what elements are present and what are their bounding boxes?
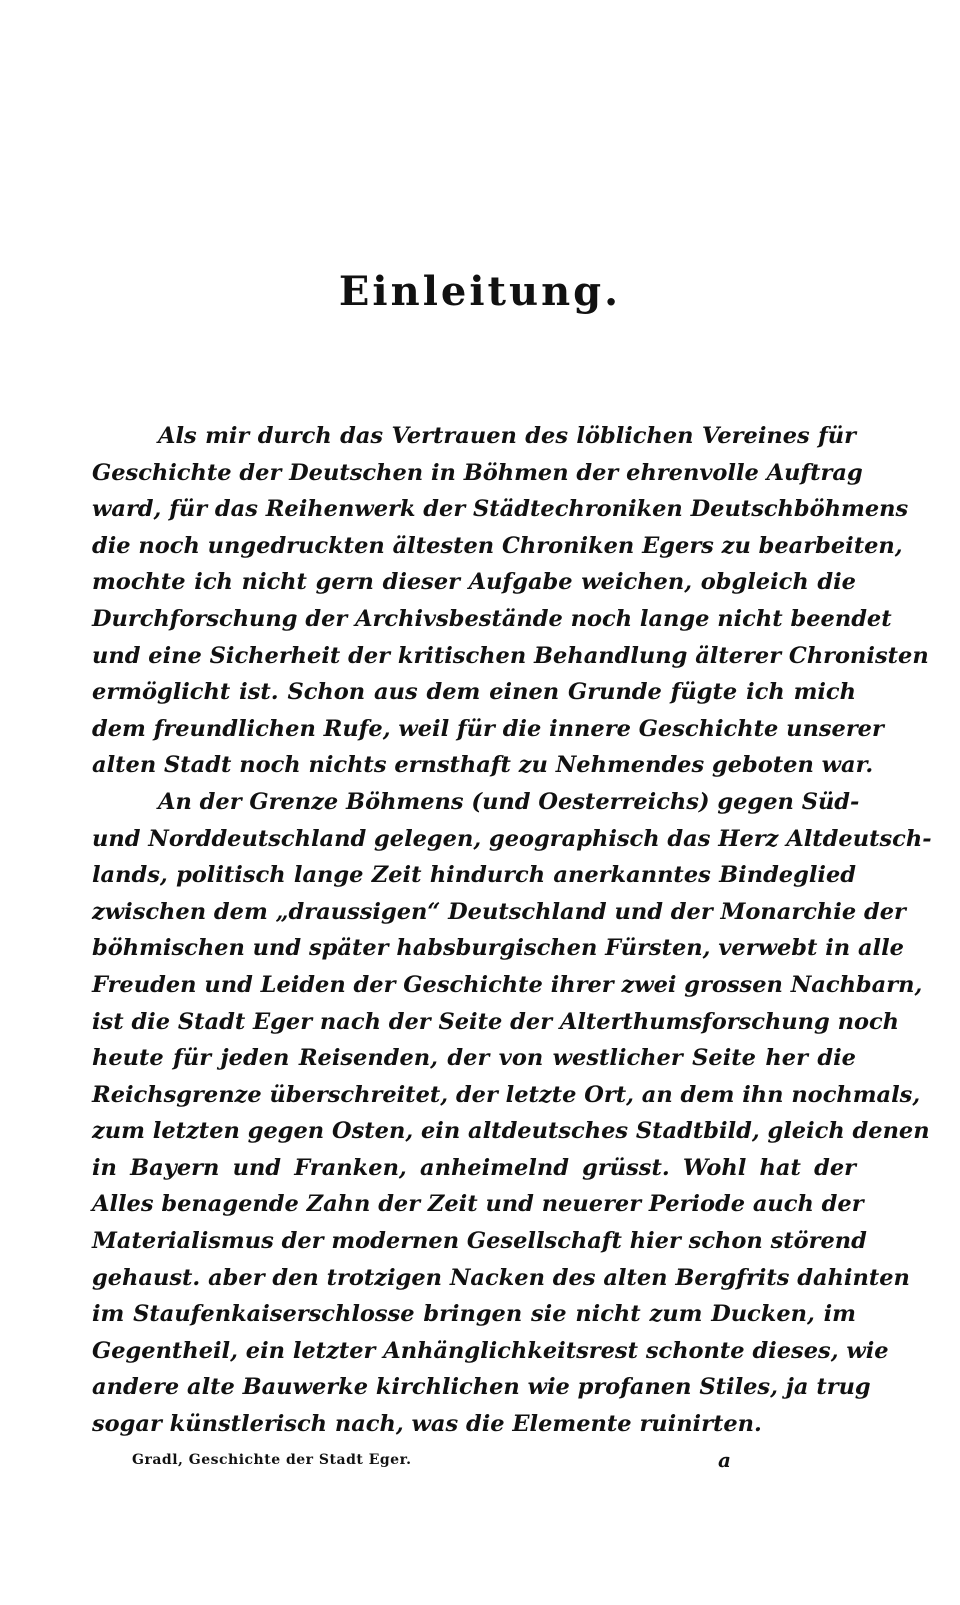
text-line: Reichsgrenze überschreitet, der letzte Ort, an dem ihn nochmals, <box>92 1081 921 1108</box>
body-text <box>92 418 932 1443</box>
text-line: Geschichte der Deutschen in Böhmen der ehrenvolle Auftrag <box>92 459 863 486</box>
text-line: Gegentheil, ein letzter Anhänglichkeitsrest schonte dieses, wie <box>92 1337 889 1364</box>
text-line: andere alte Bauwerke kirchlichen wie profanen Stiles, ja trug <box>92 1374 871 1401</box>
text-line: und eine Sicherheit der kritischen Behandlung älterer Chronisten <box>92 642 929 669</box>
text-line: böhmischen und später habsburgischen Fürsten, verwebt in alle <box>92 935 904 962</box>
text-line: lands, politisch lange Zeit hindurch anerkanntes Bindeglied <box>92 862 856 889</box>
text-line: die noch ungedruckten ältesten Chroniken Egers zu bearbeiten, <box>92 532 903 559</box>
text-line: Durchforschung der Archivsbestände noch lange nicht beendet <box>92 605 892 632</box>
text-line: dem freundlichen Rufe, weil für die innere Geschichte unserer <box>92 715 884 742</box>
text-line: ist die Stadt Eger nach der Seite der Alterthumsforschung noch <box>92 1008 900 1035</box>
chapter-title: Einleitung. <box>338 268 622 315</box>
footer-signature: Gradl, Geschichte der Stadt Eger. <box>132 1452 412 1468</box>
text-line: gehaust. aber den trotzigen Nacken des alten Bergfrits dahinten <box>92 1264 910 1291</box>
text-line: zwischen dem „draussigen“ Deutschland und der Monarchie der <box>92 898 906 925</box>
text-line: Materialismus der modernen Gesellschaft hier schon störend <box>92 1228 867 1255</box>
sheet-mark: a <box>718 1448 731 1472</box>
text-line: und Norddeutschland gelegen, geographisch das Herz Altdeutsch- <box>92 825 932 852</box>
text-line: heute für jeden Reisenden, der von westlicher Seite her die <box>92 1045 856 1072</box>
text-line: An der Grenze Böhmens (und Oesterreichs) gegen Süd- <box>158 788 860 815</box>
text-line: zum letzten gegen Osten, ein altdeutsches Stadtbild, gleich denen <box>92 1118 930 1145</box>
text-line: Als mir durch das Vertrauen des löblichen Vereines für <box>158 423 856 449</box>
text-line: ward, für das Reihenwerk der Städtechroniken Deutschböhmens <box>92 496 909 523</box>
text-line: Alles benagende Zahn der Zeit und neuerer Periode auch der <box>92 1191 864 1218</box>
page-footer <box>132 1448 732 1472</box>
text-line: Freuden und Leiden der Geschichte ihrer zwei grossen Nachbarn, <box>92 971 923 998</box>
paragraph-1 <box>92 418 929 784</box>
text-line: alten Stadt noch nichts ernsthaft zu Nehmendes geboten war. <box>92 752 874 779</box>
text-line: in Bayern und Franken, anheimelnd grüsst. Wohl hat der <box>92 1154 856 1181</box>
text-line: mochte ich nicht gern dieser Aufgabe weichen, obgleich die <box>92 569 856 596</box>
text-line: ermöglicht ist. Schon aus dem einen Grunde fügte ich mich <box>92 679 856 706</box>
text-line: im Staufenkaiserschlosse bringen sie nicht zum Ducken, im <box>92 1301 856 1328</box>
paragraph-2 <box>92 784 932 1443</box>
text-line: sogar künstlerisch nach, was die Elemente ruinirten. <box>92 1411 762 1438</box>
